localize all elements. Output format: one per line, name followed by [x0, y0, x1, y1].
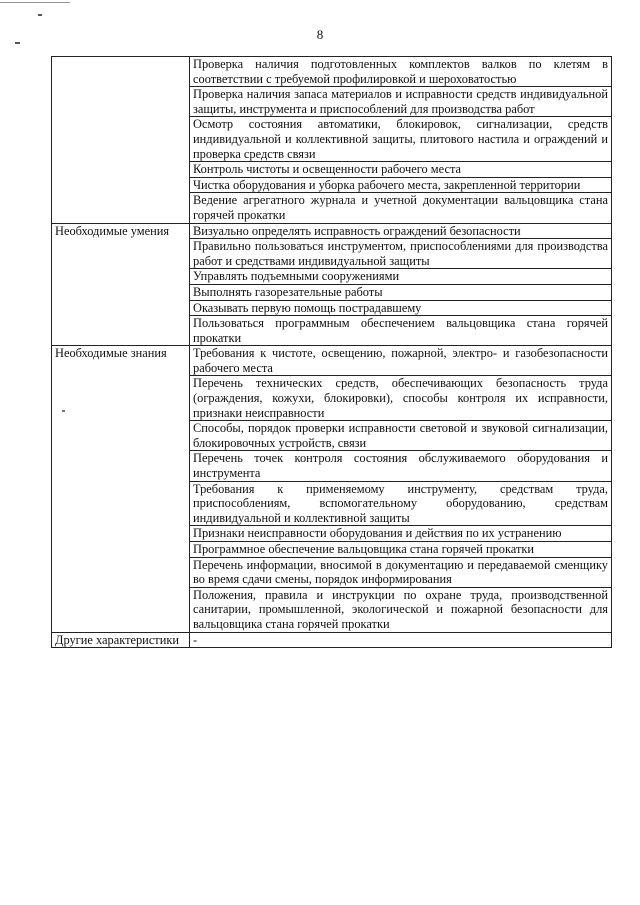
scan-mark: [38, 14, 42, 16]
table-cell: Пользоваться программным обеспечением вальцовщика стана горячей прокатки: [190, 316, 612, 346]
section-label: Другие характеристики: [52, 632, 190, 648]
table-cell: Контроль чистоты и освещенности рабочего места: [190, 162, 612, 178]
header-rule: [0, 2, 70, 3]
table-cell: Ведение агрегатного журнала и учетной документации вальцовщика стана горячей прокатки: [190, 193, 612, 223]
section-label: [52, 57, 190, 224]
table-cell: Программное обеспечение вальцовщика стана горячей прокатки: [190, 542, 612, 558]
table-cell: Осмотр состояния автоматики, блокировок, сигнализации, средств индивидуальной и коллективной защиты, плитового настила и ограждений и проверка средств связи: [190, 117, 612, 162]
table-row: [52, 346, 612, 376]
table-cell: Чистка оборудования и уборка рабочего места, закрепленной территории: [190, 177, 612, 193]
table-row: [52, 57, 612, 87]
section-label: Необходимые знания: [52, 346, 190, 632]
table-cell: Проверка наличия подготовленных комплектов валков по клетям в соответствии с требуемой профилировкой и шероховатостью: [190, 57, 612, 87]
table-cell: Способы, порядок проверки исправности световой и звуковой сигнализации, блокировочных устройств, связи: [190, 421, 612, 451]
table-cell: -: [190, 632, 612, 648]
table-cell: Перечень точек контроля состояния обслуживаемого оборудования и инструмента: [190, 451, 612, 481]
table-cell: Визуально определять исправность ограждений безопасности: [190, 223, 612, 239]
table-cell: Перечень информации, вносимой в документацию и передаваемой сменщику во время сдачи смены, порядок информирования: [190, 557, 612, 587]
requirements-table: [51, 56, 612, 648]
table-cell: Требования к чистоте, освещению, пожарной, электро- и газобезопасности рабочего места: [190, 346, 612, 376]
page-number: 8: [316, 27, 324, 42]
table-row: [52, 223, 612, 239]
table-cell: Положения, правила и инструкции по охране труда, производственной санитарии, промышленной, экологической и пожарной безопасности для вальцовщика стана горячей прокатки: [190, 587, 612, 632]
table-cell: Правильно пользоваться инструментом, приспособлениями для производства работ и средствами индивидуальной защиты: [190, 239, 612, 269]
table-cell: Управлять подъемными сооружениями: [190, 269, 612, 285]
table-cell: Перечень технических средств, обеспечивающих безопасность труда (ограждения, кожухи, блокировки), способы контроля их исправности, признаки неисправности: [190, 376, 612, 421]
table-cell: Признаки неисправности оборудования и действия по их устранению: [190, 526, 612, 542]
table-row: [52, 632, 612, 648]
section-label: Необходимые умения: [52, 223, 190, 346]
table-cell: Требования к применяемому инструменту, средствам труда, приспособлениям, вспомогательному оборудованию, средствам индивидуальной и коллективной защиты: [190, 481, 612, 526]
table-cell: Оказывать первую помощь пострадавшему: [190, 300, 612, 316]
table-cell: Выполнять газорезательные работы: [190, 284, 612, 300]
table-cell: Проверка наличия запаса материалов и исправности средств индивидуальной защиты, инструмента и приспособлений для производства работ: [190, 87, 612, 117]
